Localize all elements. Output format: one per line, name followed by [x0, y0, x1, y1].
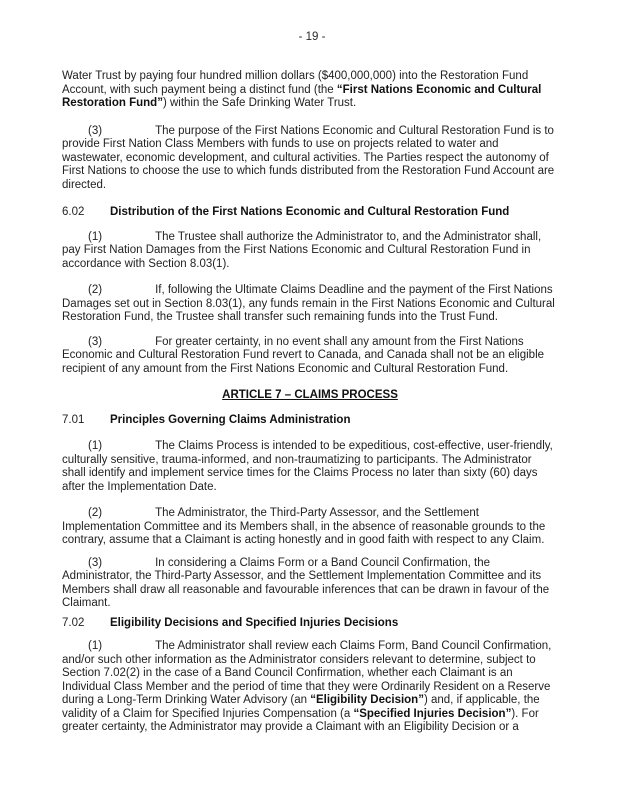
text-run: If, following the Ultimate Claims Deadline and the payment of the First Nations Damages set out in Section 8.03(1), any funds remain in the First Nations Economic and Cultural Restoration Fund, the Trustee shall transfer such remaining funds into the Trust Fund. — [62, 284, 555, 323]
text-run: Water Trust by paying four hundred million dollars ($400,000,000) into the Restoration Fund Account, with such payment being a distinct fund (the — [62, 70, 529, 96]
text-run: The Administrator, the Third-Party Assessor, and the Settlement Implementation Committee and its Members shall, in the absence of reasonable grounds to the contrary, assume that a Claimant is acting honestly and in good faith with respect to any Claim. — [62, 507, 546, 546]
paragraph-number: (1) — [88, 230, 103, 243]
text-run: In considering a Claims Form or a Band Council Confirmation, the Administrator, the Third-Party Assessor, and the Settlement Implementation Committee and its Members shall draw all reasonable and favourable inferences that can be drawn in favour of the Claimant. — [62, 556, 550, 609]
paragraph-6-02-3 — [62, 336, 558, 377]
paragraph-number: (3) — [88, 124, 103, 137]
defined-term-first-nations-fund: “First Nations Economic and Cultural Restoration Fund” — [62, 83, 542, 109]
paragraph-number: (3) — [88, 335, 103, 348]
section-title: Principles Governing Claims Administration — [110, 413, 351, 426]
paragraph-restoration-fund-intro — [62, 70, 558, 111]
paragraph-6-02-2 — [62, 284, 558, 325]
paragraph-number: (1) — [88, 440, 103, 452]
defined-term-eligibility-decision: “Eligibility Decision” — [310, 694, 424, 706]
heading-6-02 — [62, 206, 558, 220]
tab-spacer — [102, 565, 155, 566]
paragraph-6-02-1 — [62, 231, 558, 272]
tab-spacer — [102, 515, 155, 516]
paragraph-7-01-2 — [62, 507, 558, 548]
text-run: ) and, if applicable, the validity of a Claim for Specified Injuries Compensation (a — [62, 694, 540, 720]
heading-7-02 — [62, 617, 558, 631]
tab-spacer — [102, 292, 155, 293]
text-run: The Administrator shall review each Claims Form, Band Council Confirmation, and/or such other information as the Administrator considers relevant to determine, subject to Section 7.02(2) in the case of a Band Council Confirmation, whether each Claimant is an Individual Class Member and the period of time that they were Ordinarily Resident on a Reserve during a Long-Term Drinking Water Advisory (an — [62, 640, 552, 706]
page-number: - 19 - — [298, 31, 326, 43]
tab-spacer — [102, 648, 155, 649]
paragraph-number: (2) — [88, 507, 103, 519]
text-run: ). For greater certainty, the Administrator may provide a Claimant with an Eligibility Decision or a — [62, 707, 539, 733]
paragraph-7-01-3 — [62, 557, 558, 611]
tab-spacer — [102, 344, 155, 345]
heading-7-01 — [62, 414, 558, 428]
heading-article-7: ARTICLE 7 – CLAIMS PROCESS — [222, 389, 398, 401]
paragraph-6-01-3 — [62, 125, 558, 193]
text-run: The Claims Process is intended to be expeditious, cost-effective, user-friendly, culturally sensitive, trauma-informed, and non-traumatizing to participants. The Administrator shall identify and implement service times for the Claims Process no later than sixty (60) days after the Implementation Date. — [62, 440, 553, 493]
text-run: The Trustee shall authorize the Administrator to, and the Administrator shall, pay First Nation Damages from the First Nations Economic and Cultural Restoration Fund in accordance with Section 8.03(1). — [62, 230, 542, 270]
paragraph-7-02-1 — [62, 640, 558, 735]
section-number: 7.01 — [62, 413, 85, 426]
section-title: Distribution of the First Nations Economic and Cultural Restoration Fund — [110, 206, 510, 218]
defined-term-specified-injuries-decision: “Specified Injuries Decision” — [353, 707, 512, 720]
paragraph-number: (3) — [88, 556, 103, 569]
section-number: 7.02 — [62, 616, 85, 629]
paragraph-7-01-1 — [62, 440, 558, 494]
paragraph-number: (1) — [88, 640, 103, 652]
section-title: Eligibility Decisions and Specified Injuries Decisions — [110, 616, 399, 629]
text-run: The purpose of the First Nations Economic and Cultural Restoration Fund is to provide First Nation Class Members with funds to use on projects related to water and wastewater, economic development, and cultural activities. The Parties respect the autonomy of First Nations to choose the use to which funds distributed from the Restoration Fund Account are directed. — [62, 124, 555, 191]
paragraph-number: (2) — [88, 284, 103, 296]
section-number: 6.02 — [62, 206, 85, 218]
tab-spacer — [102, 448, 155, 449]
tab-spacer — [102, 239, 155, 240]
text-run: For greater certainty, in no event shall any amount from the First Nations Economic and Cultural Restoration Fund revert to Canada, and Canada shall not be an eligible recipient of any amount from the First Nations Economic and Cultural Restoration Fund. — [62, 335, 545, 375]
document-body — [62, 70, 558, 735]
tab-spacer — [102, 133, 155, 134]
text-run: ) within the Safe Drinking Water Trust. — [162, 97, 357, 109]
